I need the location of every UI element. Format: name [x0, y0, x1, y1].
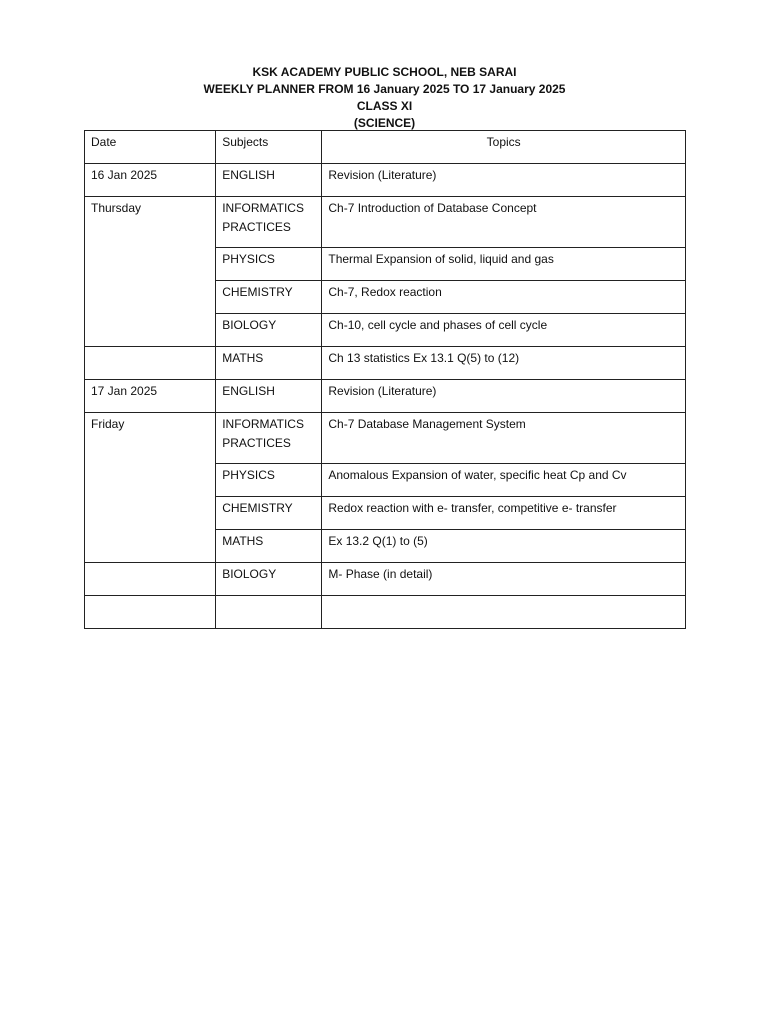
topic-cell [322, 164, 686, 197]
subject-cell [216, 248, 322, 281]
subject-text: PHYSICS [222, 252, 275, 266]
topic-text: Ex 13.2 Q(1) to (5) [328, 534, 428, 548]
topic-text: Revision (Literature) [328, 168, 437, 182]
subject-text: PHYSICS [222, 468, 275, 482]
date-text: Friday [91, 417, 125, 431]
date-cell [85, 596, 216, 629]
column-header-subjects [216, 131, 322, 164]
document-header [84, 64, 685, 132]
subject-text: INFORMATICS PRACTICES [222, 417, 304, 450]
subject-cell [216, 281, 322, 314]
subject-cell [216, 413, 322, 464]
subject-text: MATHS [222, 351, 264, 365]
class-label: CLASS XI [356, 99, 413, 113]
subject-text: ENGLISH [222, 384, 275, 398]
table-row [85, 413, 686, 464]
date-text [91, 596, 209, 598]
subject-cell [216, 563, 322, 596]
date-cell [85, 413, 216, 563]
column-header-subjects-text: Subjects [222, 135, 269, 149]
column-header-date-text: Date [91, 135, 117, 149]
column-header-topics [322, 131, 686, 164]
topic-cell [322, 281, 686, 314]
table-row [85, 563, 686, 596]
subject-text: ENGLISH [222, 168, 275, 182]
topic-text: Anomalous Expansion of water, specific heat Cp and Cv [328, 468, 627, 482]
topic-text: Thermal Expansion of solid, liquid and gas [328, 252, 554, 266]
topic-cell [322, 197, 686, 248]
topic-text: M- Phase (in detail) [328, 567, 433, 581]
topic-cell [322, 464, 686, 497]
date-text [91, 347, 209, 349]
subject-cell [216, 347, 322, 380]
subject-text [222, 596, 315, 598]
subject-text: BIOLOGY [222, 567, 277, 581]
date-cell [85, 164, 216, 197]
table-header-row [85, 131, 686, 164]
topic-text [328, 596, 679, 598]
topic-cell [322, 497, 686, 530]
subject-cell [216, 530, 322, 563]
topic-text: Ch-7, Redox reaction [328, 285, 442, 299]
topic-cell [322, 380, 686, 413]
topic-text: Ch-7 Database Management System [328, 417, 526, 431]
date-cell [85, 197, 216, 347]
date-text: 16 Jan 2025 [91, 168, 158, 182]
table-row [85, 380, 686, 413]
topic-text: Ch-7 Introduction of Database Concept [328, 201, 537, 215]
date-text: Thursday [91, 201, 142, 215]
subject-cell [216, 197, 322, 248]
topic-text: Ch 13 statistics Ex 13.1 Q(5) to (12) [328, 351, 520, 365]
subject-text: MATHS [222, 534, 264, 548]
date-cell [85, 380, 216, 413]
weekly-planner-table [84, 130, 686, 629]
subject-cell [216, 164, 322, 197]
topic-text: Redox reaction with e- transfer, competitive e- transfer [328, 501, 617, 515]
subject-text: INFORMATICS PRACTICES [222, 201, 304, 234]
subject-cell [216, 380, 322, 413]
subject-text: BIOLOGY [222, 318, 277, 332]
topic-text: Revision (Literature) [328, 384, 437, 398]
topic-cell [322, 314, 686, 347]
topic-text: Ch-10, cell cycle and phases of cell cycle [328, 318, 548, 332]
subject-cell [216, 314, 322, 347]
planner-title: WEEKLY PLANNER FROM 16 January 2025 TO 17 January 2025 [203, 82, 566, 96]
subject-text: CHEMISTRY [222, 501, 293, 515]
stream-label: (SCIENCE) [353, 116, 416, 130]
topic-cell [322, 596, 686, 629]
table-row [85, 164, 686, 197]
table-row [85, 197, 686, 248]
topic-cell [322, 413, 686, 464]
topic-cell [322, 530, 686, 563]
topic-cell [322, 563, 686, 596]
subject-text: CHEMISTRY [222, 285, 293, 299]
date-text: 17 Jan 2025 [91, 384, 158, 398]
topic-cell [322, 248, 686, 281]
date-text [91, 563, 209, 565]
subject-cell [216, 596, 322, 629]
date-cell [85, 347, 216, 380]
column-header-date [85, 131, 216, 164]
topic-cell [322, 347, 686, 380]
column-header-topics-text: Topics [486, 135, 521, 149]
date-cell [85, 563, 216, 596]
school-name: KSK ACADEMY PUBLIC SCHOOL, NEB SARAI [252, 65, 517, 79]
subject-cell [216, 497, 322, 530]
table-row [85, 596, 686, 629]
subject-cell [216, 464, 322, 497]
table-row [85, 347, 686, 380]
